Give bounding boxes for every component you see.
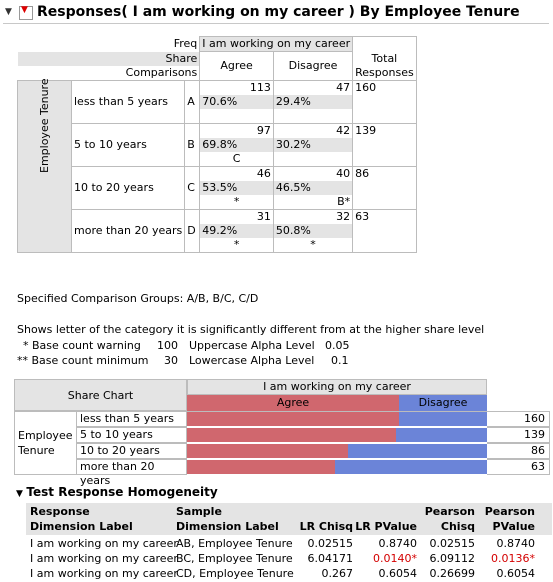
cell-c-disagree-freq: 40: [273, 166, 352, 181]
alpha-upper-label: Uppercase Alpha Level: [189, 339, 315, 352]
cell-b-disagree-freq: 42: [273, 123, 352, 138]
homog-pearson-pvalue: 0.0136*: [491, 552, 535, 565]
row-label-a: less than 5 years: [72, 80, 185, 123]
hdr-response-1: Response: [30, 505, 90, 518]
hdr-lr-pvalue: LR PValue: [355, 520, 417, 533]
homogeneity-title: Test Response Homogeneity: [26, 485, 218, 499]
share-bar-agree: [187, 444, 348, 458]
homog-sample: BC, Employee Tenure: [176, 552, 293, 565]
cell-b-disagree-cmp: [273, 152, 352, 167]
homog-lr-pvalue: 0.6054: [378, 567, 417, 580]
hdr-pearson-chisq: Chisq: [440, 520, 475, 533]
cell-c-agree-cmp: *: [200, 195, 274, 210]
cell-a-disagree-cmp: [273, 109, 352, 124]
col-total-1: Total: [353, 52, 417, 66]
cell-d-agree-freq: 31: [200, 209, 274, 224]
key-freq: Freq: [173, 37, 198, 50]
share-bar-agree: [187, 412, 399, 426]
row-letter-d: D: [185, 209, 200, 252]
cell-a-disagree-share: 29.4%: [273, 95, 352, 109]
col-disagree: Disagree: [273, 52, 352, 81]
homog-pearson-chisq: 0.02515: [429, 537, 475, 550]
share-row-total: 86: [487, 443, 550, 459]
hdr-sample-1: Sample: [176, 505, 222, 518]
key-comparisons: Comparisons: [125, 65, 198, 79]
cell-a-agree-cmp: [200, 109, 274, 124]
hdr-pearson-pvalue: PValue: [492, 520, 535, 533]
cell-b-total: 139: [353, 123, 417, 166]
cell-d-disagree-cmp: *: [273, 238, 352, 253]
homog-pearson-chisq: 6.09112: [429, 552, 475, 565]
response-header: I am working on my career: [200, 37, 353, 52]
share-bar-disagree: [335, 460, 487, 474]
alpha-lower-value: 0.1: [331, 354, 349, 367]
cell-d-agree-share: 49.2%: [200, 224, 274, 238]
share-row-label: 10 to 20 years: [77, 443, 187, 459]
cell-d-disagree-freq: 32: [273, 209, 352, 224]
cell-c-disagree-share: 46.5%: [273, 181, 352, 195]
share-chart-response-header: I am working on my career: [187, 379, 487, 395]
key-share: Share: [18, 52, 200, 66]
cell-d-total: 63: [353, 209, 417, 252]
homog-sample: CD, Employee Tenure: [176, 567, 294, 580]
report-title: Responses( I am working on my career ) By Employee Tenure: [37, 4, 520, 20]
red-triangle-menu-icon[interactable]: ▼: [19, 6, 33, 20]
hdr-lr-chisq: LR Chisq: [299, 520, 353, 533]
share-row-label: more than 20 years: [77, 459, 187, 475]
col-agree: Agree: [200, 52, 274, 81]
homog-lr-chisq: 0.267: [321, 567, 353, 580]
homog-lr-pvalue: 0.8740: [378, 537, 417, 550]
share-chart-group-label-2: Tenure: [18, 444, 55, 457]
alpha-lower-label: Lowercase Alpha Level: [189, 354, 315, 367]
share-row-total: 160: [487, 411, 550, 427]
share-row-label: 5 to 10 years: [77, 427, 187, 443]
share-row-total: 139: [487, 427, 550, 443]
cell-c-agree-share: 53.5%: [200, 181, 274, 195]
hdr-pearson-1: Pearson: [424, 505, 475, 518]
homog-response: I am working on my career: [30, 552, 178, 565]
cell-c-total: 86: [353, 166, 417, 209]
cell-c-disagree-cmp: B*: [273, 195, 352, 210]
comparison-groups-note: Specified Comparison Groups: A/B, B/C, C/D: [17, 292, 259, 305]
warn2-label: ** Base count minimum: [17, 354, 149, 367]
row-group-label: Employee Tenure: [37, 78, 51, 173]
cell-b-agree-share: 69.8%: [200, 138, 274, 152]
hdr-sample-2: Dimension Label: [176, 520, 279, 533]
alpha-upper-value: 0.05: [325, 339, 350, 352]
homogeneity-section: [16, 485, 218, 499]
share-bar-agree: [187, 428, 396, 442]
row-label-c: 10 to 20 years: [72, 166, 185, 209]
row-label-d: more than 20 years: [72, 209, 185, 252]
share-bar-disagree: [399, 412, 487, 426]
cell-a-agree-freq: 113: [200, 80, 274, 95]
contingency-table: [17, 36, 417, 253]
significance-note: Shows letter of the category it is significantly different from at the higher share level: [17, 323, 485, 336]
homog-lr-pvalue: 0.0140*: [373, 552, 417, 565]
cell-d-agree-cmp: *: [200, 238, 274, 253]
share-bar-agree: [187, 460, 335, 474]
share-bar-disagree: [396, 428, 487, 442]
homog-lr-chisq: 6.04171: [307, 552, 353, 565]
warn1-label: * Base count warning: [23, 339, 141, 352]
cell-d-disagree-share: 50.8%: [273, 224, 352, 238]
homog-pearson-chisq: 0.26699: [429, 567, 475, 580]
hdr-pearson-2: Pearson: [484, 505, 535, 518]
homog-response: I am working on my career: [30, 537, 178, 550]
row-letter-c: C: [185, 166, 200, 209]
cell-c-agree-freq: 46: [200, 166, 274, 181]
cell-a-total: 160: [353, 80, 417, 123]
share-chart-group-label-1: Employee: [18, 429, 73, 442]
share-chart: [14, 379, 550, 487]
legend-disagree: Disagree: [399, 395, 487, 412]
col-total-2: Responses: [353, 66, 417, 81]
cell-a-agree-share: 70.6%: [200, 95, 274, 109]
share-bar-disagree: [348, 444, 487, 458]
cell-b-disagree-share: 30.2%: [273, 138, 352, 152]
disclosure-triangle-icon[interactable]: ▼: [16, 489, 23, 499]
row-letter-a: A: [185, 80, 200, 123]
homogeneity-table: [26, 503, 552, 580]
row-label-b: 5 to 10 years: [72, 123, 185, 166]
hdr-response-2: Dimension Label: [30, 520, 133, 533]
cell-a-disagree-freq: 47: [273, 80, 352, 95]
cell-b-agree-freq: 97: [200, 123, 274, 138]
homog-lr-chisq: 0.02515: [307, 537, 353, 550]
warn1-value: 100: [157, 339, 178, 352]
cell-b-agree-cmp: C: [200, 152, 274, 167]
disclosure-triangle-icon[interactable]: ▼: [5, 7, 12, 17]
row-letter-b: B: [185, 123, 200, 166]
share-row-total: 63: [487, 459, 550, 475]
warn2-value: 30: [164, 354, 178, 367]
homog-pearson-pvalue: 0.8740: [496, 537, 535, 550]
share-chart-title: Share Chart: [67, 389, 134, 402]
legend-agree: Agree: [187, 395, 399, 412]
homog-sample: AB, Employee Tenure: [176, 537, 293, 550]
homog-response: I am working on my career: [30, 567, 178, 580]
report-header: [3, 3, 549, 24]
share-row-label: less than 5 years: [77, 411, 187, 427]
homog-pearson-pvalue: 0.6054: [496, 567, 535, 580]
